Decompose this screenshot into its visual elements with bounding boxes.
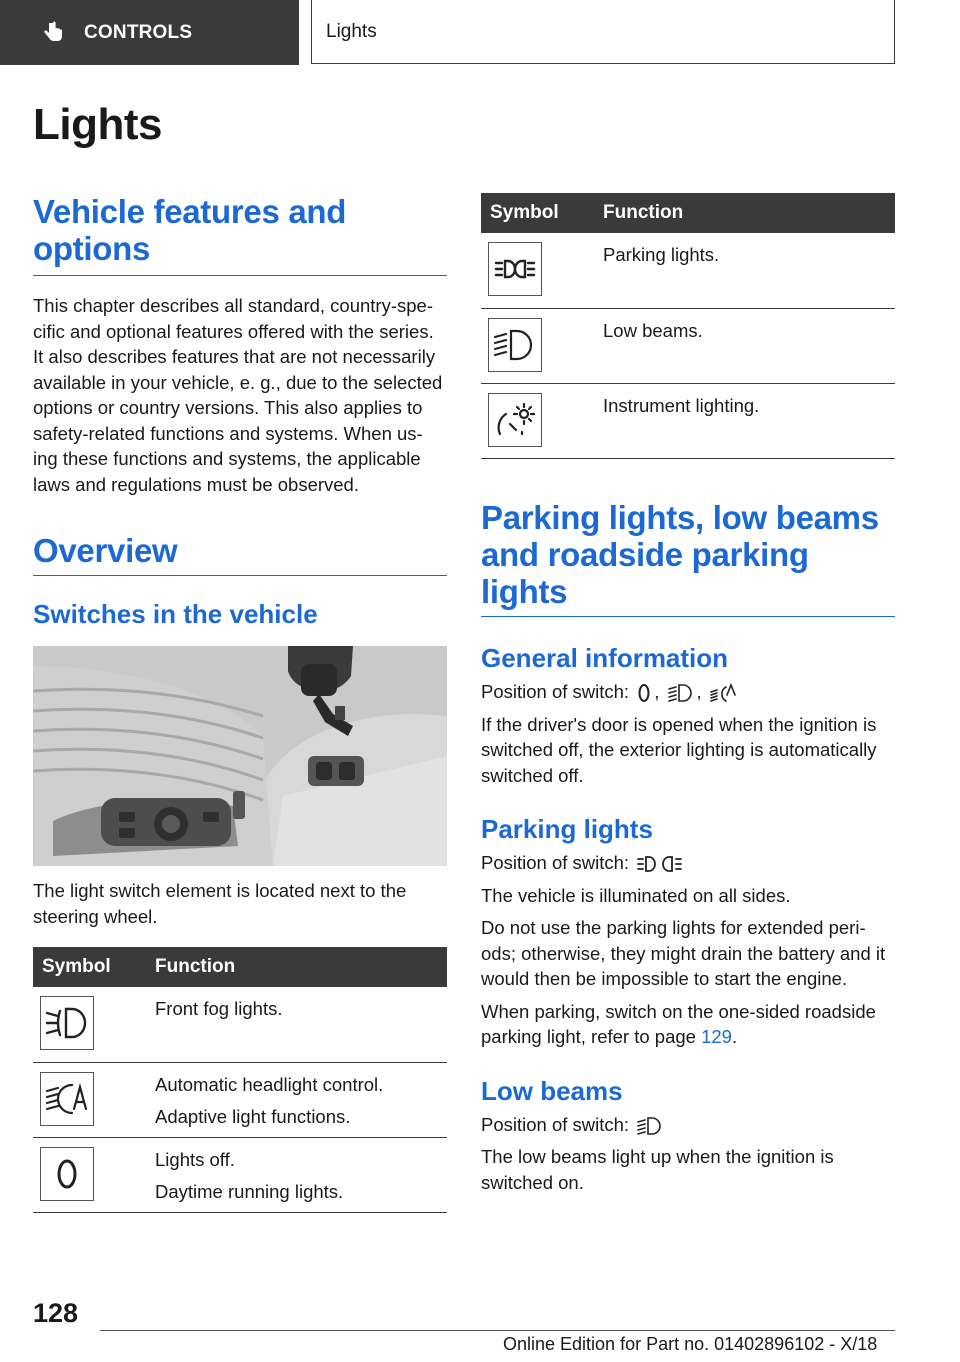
page-129-link[interactable]: 129 bbox=[701, 1026, 732, 1047]
instrument-lighting-icon bbox=[488, 393, 542, 447]
table-row bbox=[481, 383, 895, 458]
symbol-table-left bbox=[33, 947, 447, 1213]
function-text: Parking lights. bbox=[603, 244, 720, 265]
position-label: Position of switch: bbox=[481, 1113, 630, 1135]
lights-off-icon bbox=[636, 683, 652, 703]
function-text: Front fog lights. bbox=[155, 998, 283, 1019]
page-title: Lights bbox=[33, 100, 162, 149]
section-label: CONTROLS bbox=[84, 21, 193, 43]
parking-lights-p1: The vehicle is illuminated on all sides. bbox=[481, 884, 791, 906]
position-label: Position of switch: bbox=[481, 852, 630, 873]
parking-position-line bbox=[481, 850, 895, 876]
parking-lights-icon bbox=[636, 854, 684, 874]
parking-lights-section bbox=[481, 499, 895, 1195]
parking-section-heading: Parking lights, low beams and roadside parking lights bbox=[481, 499, 879, 610]
function-column-header: Function bbox=[603, 193, 895, 233]
function-text: Low beams. bbox=[603, 319, 703, 341]
symbol-table-right bbox=[481, 193, 895, 459]
low-beams-heading: Low beams bbox=[481, 1075, 623, 1106]
automatic-headlight-icon bbox=[40, 1072, 94, 1126]
parking-lights-p3-end: . bbox=[731, 1026, 738, 1047]
low-beams-position-line bbox=[481, 1112, 895, 1138]
table-row bbox=[33, 1137, 447, 1212]
vehicle-features-section bbox=[33, 193, 447, 497]
parking-lights-p3-text: When parking, switch on the one-sided roadside parking light, refer to page bbox=[481, 1000, 876, 1047]
table-row bbox=[33, 987, 447, 1062]
function-text: Instrument lighting. bbox=[603, 394, 760, 416]
lights-off-icon bbox=[40, 1147, 94, 1201]
general-information-body: If the driver's door is opened when the ignition is switched off, the exterior lighting is automatically switched off. bbox=[481, 713, 877, 786]
parking-lights-icon bbox=[488, 242, 542, 296]
table-row bbox=[481, 233, 895, 308]
table-row bbox=[481, 308, 895, 383]
vehicle-features-body: This chapter describes all standard, country-spe-cific and optional features offered with the series. It also describes features that are not necessarily available in your vehicle, e. g., due to the selected options or country versions. This also applies to safety-related functions and systems. When us-ing these functions and systems, the applicable laws and regulations must be observed. bbox=[33, 295, 443, 495]
overview-section bbox=[33, 532, 447, 629]
edition-info: Online Edition for Part no. 01402896102 - X/18 bbox=[503, 1334, 878, 1354]
front-fog-lights-icon bbox=[40, 996, 94, 1050]
footer-divider bbox=[100, 1330, 895, 1331]
low-beams-icon bbox=[667, 683, 695, 703]
vehicle-features-heading: Vehicle features and options bbox=[33, 193, 347, 267]
low-beams-icon bbox=[636, 1116, 664, 1136]
parking-lights-p3 bbox=[481, 999, 895, 1050]
switches-heading: Switches in the vehicle bbox=[33, 599, 318, 629]
low-beams-icon bbox=[488, 318, 542, 372]
symbol-column-header: Symbol bbox=[33, 947, 155, 987]
chapter-tab bbox=[311, 0, 895, 64]
switch-location-caption: The light switch element is located next to the steering wheel. bbox=[33, 880, 407, 927]
section-tab bbox=[0, 0, 299, 65]
table-row bbox=[33, 1062, 447, 1137]
chapter-label: Lights bbox=[326, 20, 377, 42]
page-number: 128 bbox=[33, 1298, 79, 1328]
low-beams-body: The low beams light up when the ignition is switched on. bbox=[481, 1146, 834, 1193]
function-text: Adaptive light functions. bbox=[155, 1105, 351, 1127]
position-label: Position of switch: bbox=[481, 681, 630, 702]
parking-lights-p2: Do not use the parking lights for extended peri-ods; otherwise, they might drain the battery and it would then be impossible to start the engine. bbox=[481, 917, 886, 989]
function-text: Lights off. bbox=[155, 1148, 235, 1170]
dashboard-light-switch-illustration bbox=[33, 646, 447, 866]
overview-heading: Overview bbox=[33, 532, 178, 569]
automatic-headlight-icon bbox=[709, 683, 737, 703]
symbol-column-header: Symbol bbox=[481, 193, 603, 233]
general-information-heading: General information bbox=[481, 643, 729, 673]
hand-pointer-icon bbox=[40, 20, 66, 46]
parking-lights-heading: Parking lights bbox=[481, 814, 653, 844]
general-position-line: Position of switch: , , bbox=[481, 679, 895, 705]
function-column-header: Function bbox=[155, 947, 447, 987]
function-text: Daytime running lights. bbox=[155, 1180, 344, 1202]
function-text: Automatic headlight control. bbox=[155, 1073, 384, 1095]
